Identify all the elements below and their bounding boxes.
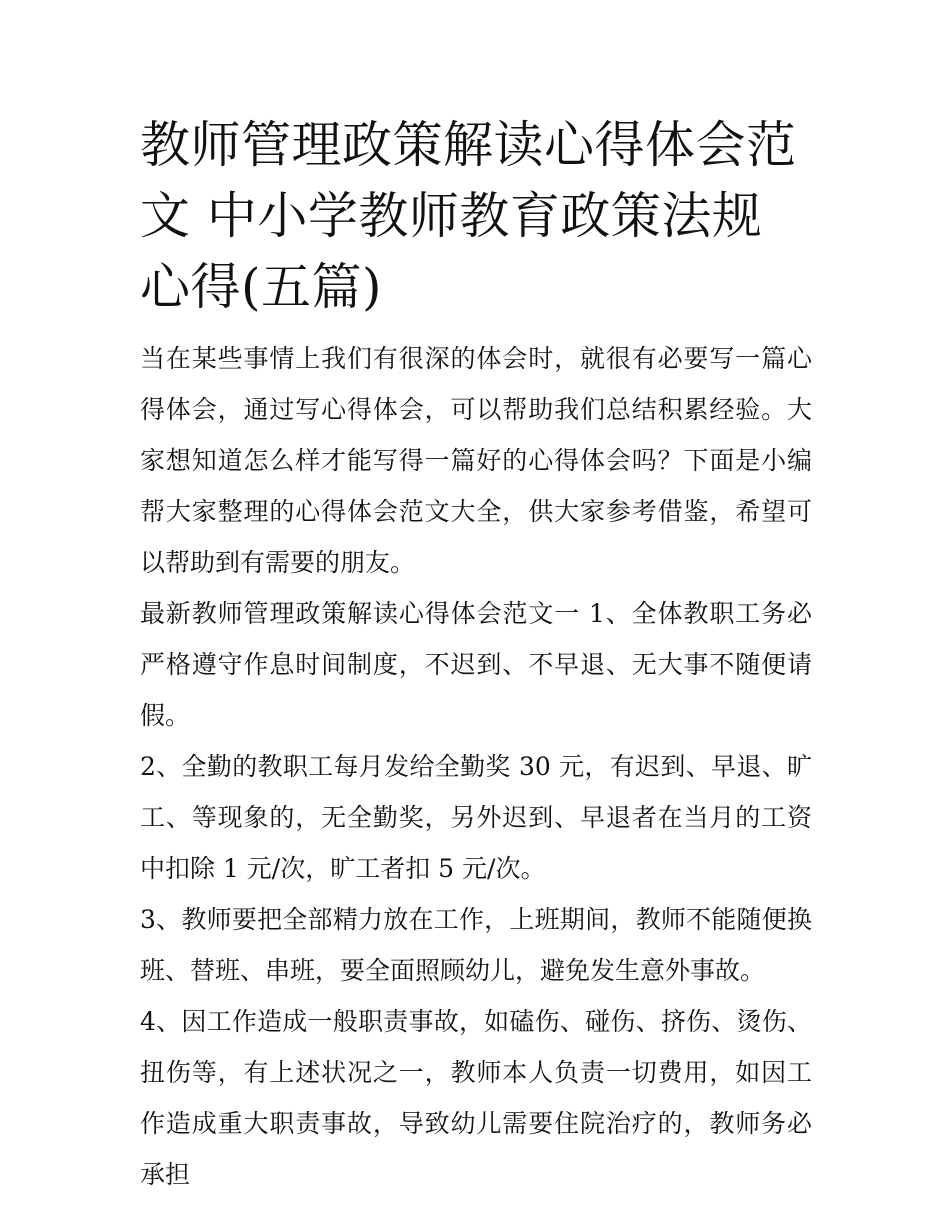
document-title: 教师管理政策解读心得体会范文 中小学教师教育政策法规心得(五篇) xyxy=(140,116,797,316)
paragraph-rule-4: 4、因工作造成一般职责事故，如磕伤、碰伤、挤伤、烫伤、扭伤等，有上述状况之一，教师本人负责一切费用，如因工作造成重大职责事故，导致幼儿需要住院治疗的，教师务必承担 xyxy=(140,1007,812,1189)
paragraph-rule-3: 3、教师要把全部精力放在工作，上班期间，教师不能随便换班、替班、串班，要全面照顾幼儿，避免发生意外事故。 xyxy=(140,905,812,985)
paragraph-rule-1: 最新教师管理政策解读心得体会范文一 1、全体教职工务必严格遵守作息时间制度，不迟到、不早退、无大事不随便请假。 xyxy=(140,599,812,730)
document-page xyxy=(140,110,812,1200)
paragraph-rule-2: 2、全勤的教职工每月发给全勤奖 30 元，有迟到、早退、旷工、等现象的，无全勤奖，另外迟到、早退者在当月的工资中扣除 1 元/次，旷工者扣 5 元/次。 xyxy=(140,752,812,883)
paragraph-intro: 当在某些事情上我们有很深的体会时，就很有必要写一篇心得体会，通过写心得体会，可以帮助我们总结积累经验。大家想知道怎么样才能写得一篇好的心得体会吗？下面是小编帮大家整理的心得体会范文大全，供大家参考借鉴，希望可以帮助到有需要的朋友。 xyxy=(140,344,812,577)
